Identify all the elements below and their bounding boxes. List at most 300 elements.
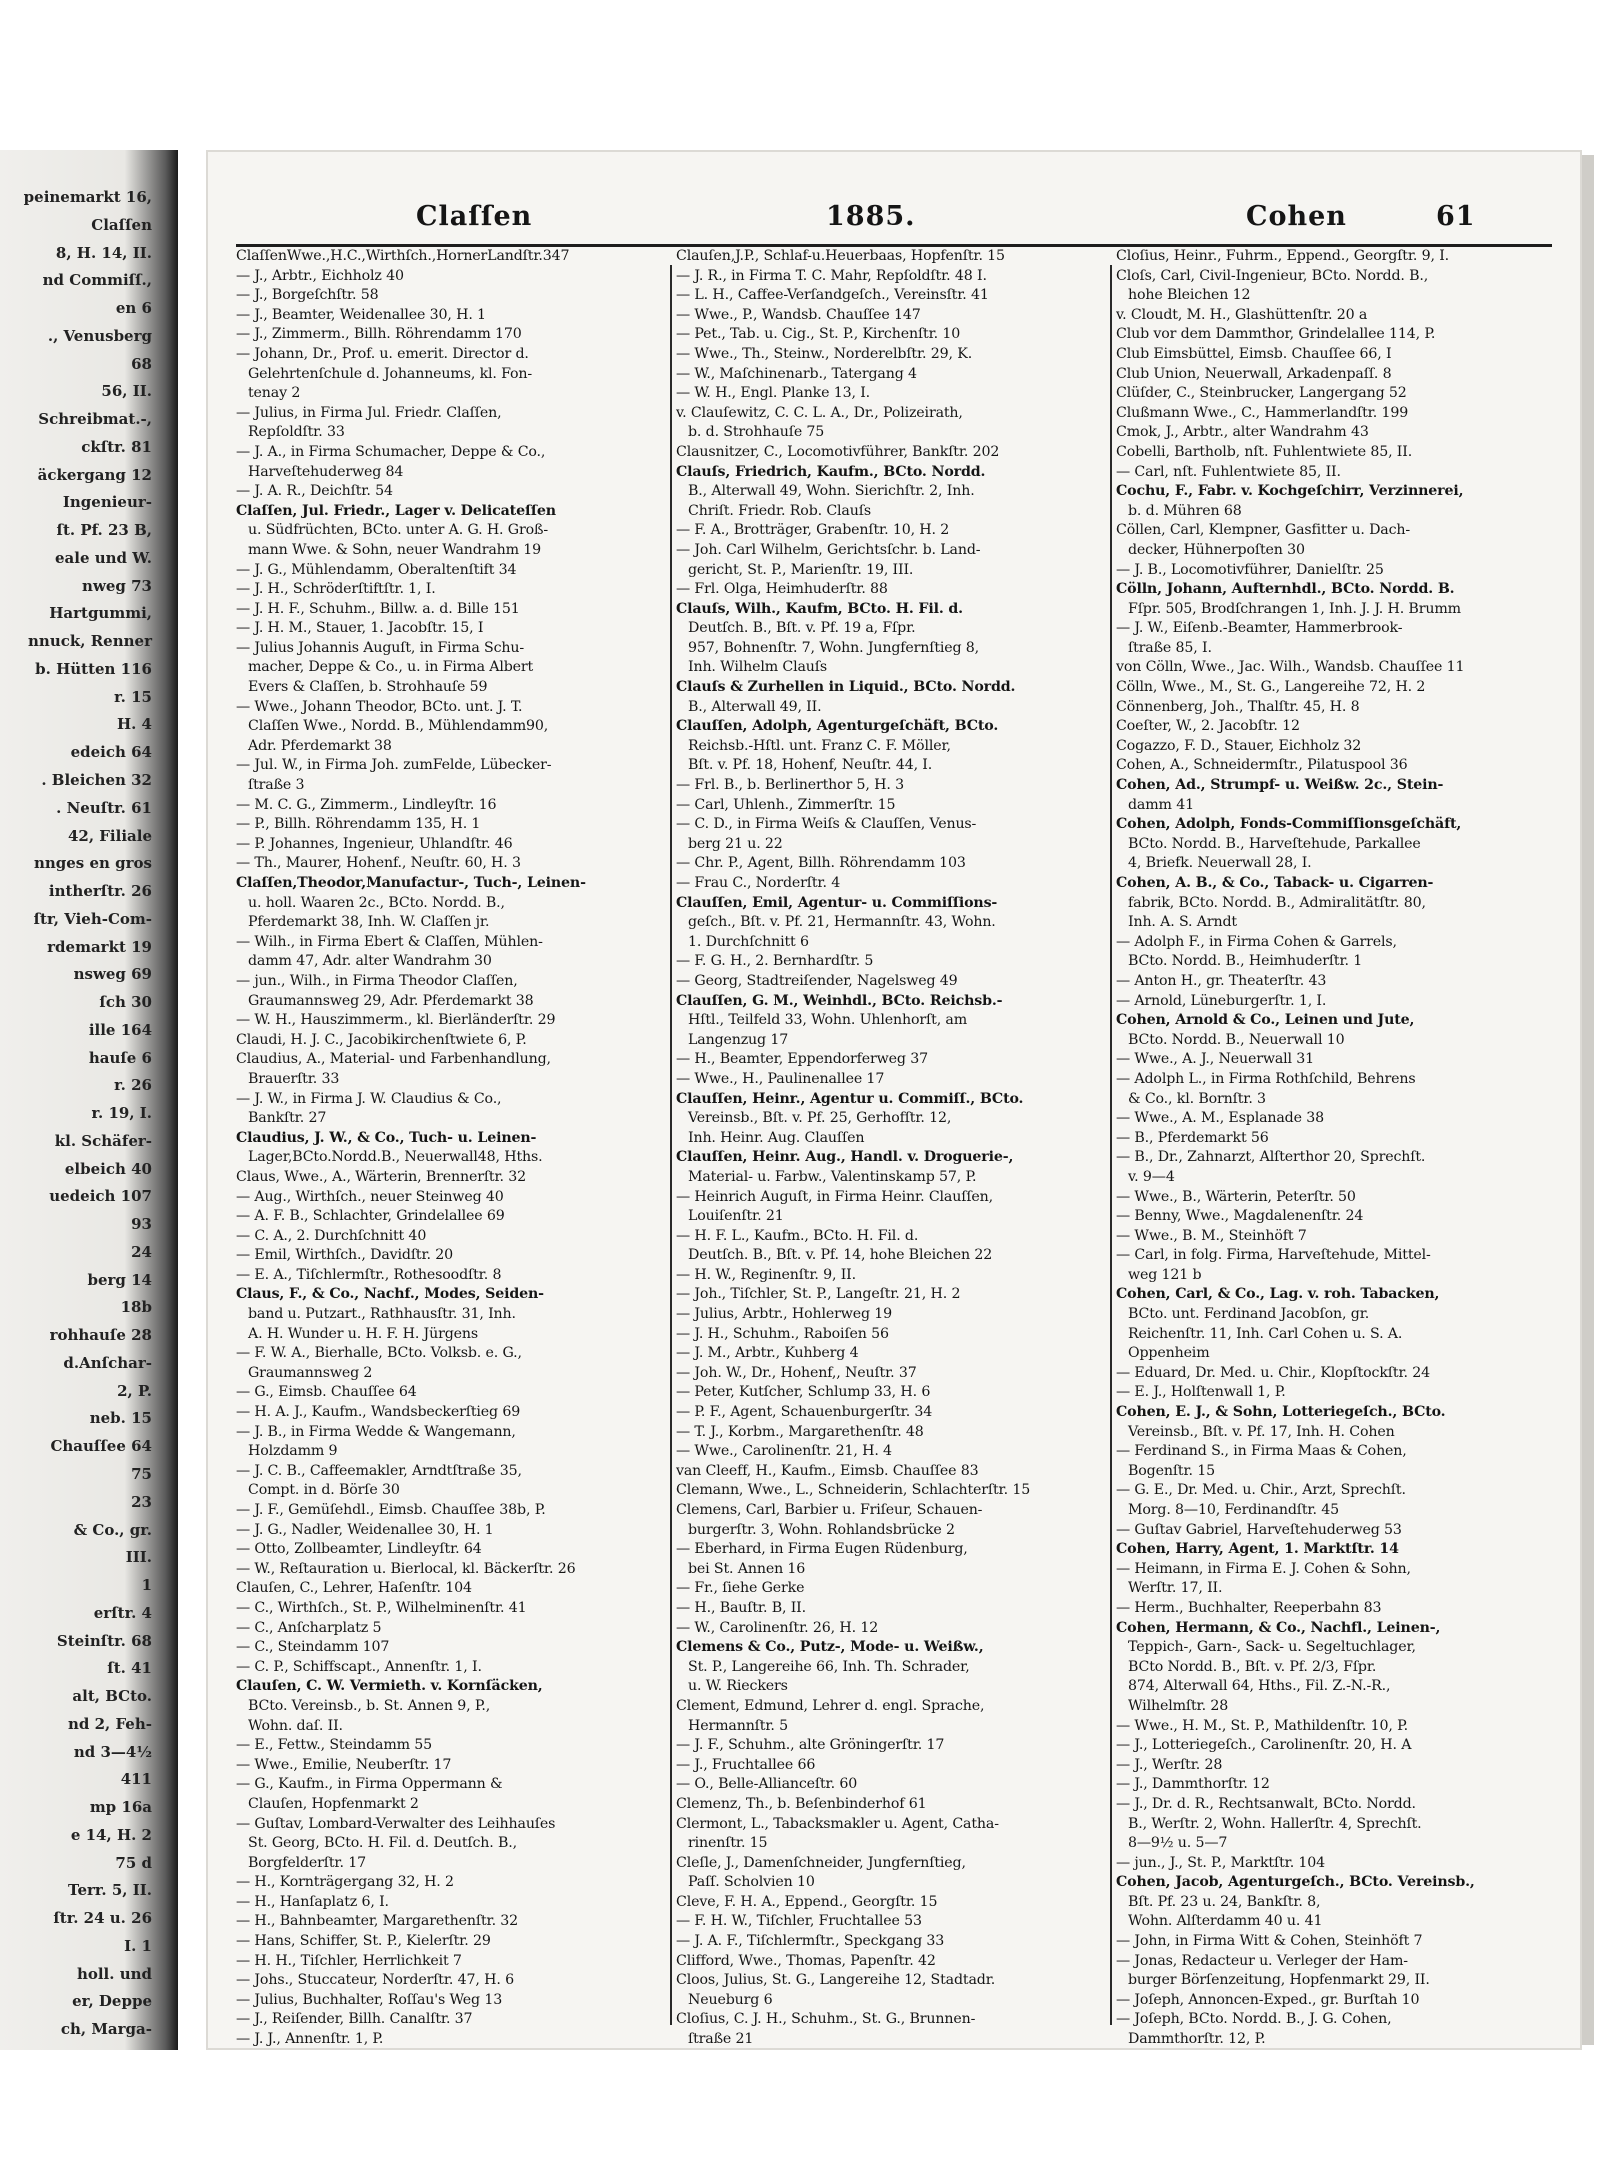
directory-entry: — jun., Wilh., in Firma Theodor Claſſen, bbox=[236, 972, 518, 989]
directory-entry: Lager,BCto.Nordd.B., Neuerwall48, Hths. bbox=[248, 1149, 543, 1166]
previous-page-fragment: 56, II. bbox=[101, 382, 152, 401]
directory-entry: — W. H., Engl. Planke 13, I. bbox=[676, 385, 871, 402]
directory-entry: — J. C. B., Caffeemakler, Arndtſtraße 35, bbox=[236, 1462, 522, 1479]
directory-entry: — Otto, Zollbeamter, Lindleyſtr. 64 bbox=[236, 1541, 482, 1558]
previous-page-fragment: r. 19, I. bbox=[91, 1104, 152, 1123]
directory-entry: — J. G., Mühlendamm, Oberaltenſtift 34 bbox=[236, 561, 517, 578]
directory-page bbox=[206, 150, 1582, 2050]
directory-entry: Bſt. v. Pf. 18, Hohenf, Neuſtr. 44, I. bbox=[688, 757, 933, 774]
column-separator bbox=[1110, 265, 1112, 2025]
directory-entry: — B., Pferdemarkt 56 bbox=[1116, 1129, 1269, 1146]
previous-page-fragment: . Bleichen 32 bbox=[41, 770, 152, 789]
directory-entry: — Fr., ſiehe Gerke bbox=[676, 1580, 805, 1597]
directory-entry: von Cölln, Wwe., Jac. Wilh., Wandsb. Chauſſee 11 bbox=[1116, 659, 1465, 676]
directory-entry: — Carl, Uhlenh., Zimmerſtr. 15 bbox=[676, 796, 896, 813]
previous-page-fragment: ſtr, Vieh-Com- bbox=[33, 909, 152, 928]
directory-entry: — jun., J., St. P., Marktſtr. 104 bbox=[1116, 1854, 1326, 1871]
directory-entry: Claudi, H. J. C., Jacobikirchenſtwiete 6, P. bbox=[236, 1031, 527, 1048]
directory-entry: — Heinrich Auguſt, in Firma Heinr. Clauſſen, bbox=[676, 1188, 994, 1205]
directory-entry: — H., Beamter, Eppendorferweg 37 bbox=[676, 1051, 928, 1068]
directory-entry: — F. W. A., Bierhalle, BCto. Volksb. e. G., bbox=[236, 1345, 522, 1362]
directory-entry: — C., Anſcharplatz 5 bbox=[236, 1619, 382, 1636]
directory-entry: — Wwe., Th., Steinw., Norderelbſtr. 29, K. bbox=[676, 345, 973, 362]
directory-entry: — Adolph L., in Firma Rothſchild, Behrens bbox=[1116, 1070, 1416, 1087]
previous-page-fragment: & Co., gr. bbox=[73, 1520, 152, 1539]
previous-page-fragment: Ingenieur- bbox=[62, 493, 152, 512]
directory-entry: — J. G., Nadler, Weidenallee 30, H. 1 bbox=[236, 1521, 494, 1538]
column-separator bbox=[670, 265, 672, 2025]
column-1 bbox=[236, 247, 666, 2048]
directory-entry: — J., Arbtr., Eichholz 40 bbox=[236, 267, 404, 284]
directory-entry: burger Börſenzeitung, Hopfenmarkt 29, II. bbox=[1128, 1972, 1430, 1989]
directory-entry: A. H. Wunder u. H. F. H. Jürgens bbox=[248, 1325, 479, 1342]
directory-entry: tenay 2 bbox=[248, 385, 301, 402]
directory-entry: — Jonas, Redacteur u. Verleger der Ham- bbox=[1116, 1952, 1408, 1969]
directory-entry: — J. A. F., Tiſchlermſtr., Speckgang 33 bbox=[676, 1933, 945, 1950]
directory-entry: — Julius, Arbtr., Hohlerweg 19 bbox=[676, 1306, 893, 1323]
directory-entry: Cohen, Arnold & Co., Leinen und Jute, bbox=[1116, 1012, 1415, 1029]
directory-entry: — J., Fruchtallee 66 bbox=[676, 1756, 816, 1773]
directory-entry: — J., Werſtr. 28 bbox=[1116, 1756, 1223, 1773]
directory-entry: Cogazzo, F. D., Stauer, Eichholz 32 bbox=[1116, 737, 1362, 754]
directory-entry: b. d. Strohhauſe 75 bbox=[688, 424, 825, 441]
directory-entry: — Joh. Carl Wilhelm, Gerichtsſchr. b. Land- bbox=[676, 541, 981, 558]
previous-page-fragment: uedeich 107 bbox=[49, 1187, 152, 1206]
previous-page-fragment: äckergang 12 bbox=[37, 465, 152, 484]
directory-entry: — Chr. P., Agent, Billh. Röhrendamm 103 bbox=[676, 855, 966, 872]
directory-entry: Morg. 8—10, Ferdinandſtr. 45 bbox=[1128, 1502, 1339, 1518]
directory-entry: Cohen, E. J., & Sohn, Lotteriegeſch., BCto. bbox=[1116, 1404, 1446, 1421]
running-head-right: Cohen bbox=[1246, 201, 1347, 232]
directory-entry: — Joſeph, Annoncen-Exped., gr. Burſtah 10 bbox=[1116, 1991, 1420, 2008]
directory-entry: — Wwe., H., Paulinenallee 17 bbox=[676, 1070, 885, 1087]
directory-entry: Wohn. Alſterdamm 40 u. 41 bbox=[1128, 1913, 1323, 1930]
directory-entry: Fſpr. 505, Brodſchrangen 1, Inh. J. J. H. Brumm bbox=[1128, 600, 1461, 617]
directory-entry: — L. H., Caffee-Verſandgeſch., Vereinsſtr. 41 bbox=[676, 287, 989, 304]
previous-page-fragment: Steinſtr. 68 bbox=[56, 1631, 152, 1650]
directory-entry: — W., Reſtauration u. Bierlocal, kl. Bäckerſtr. 26 bbox=[236, 1560, 576, 1577]
directory-entry: rinenſtr. 15 bbox=[688, 1835, 768, 1852]
directory-entry: — T. J., Korbm., Margarethenſtr. 48 bbox=[676, 1423, 924, 1440]
directory-entry: St. P., Langereihe 66, Inh. Th. Schrader, bbox=[688, 1658, 970, 1675]
directory-entry: — Guſtav, Lombard-Verwalter des Leihhauſes bbox=[236, 1815, 556, 1832]
column-2 bbox=[676, 247, 1106, 2048]
directory-entry: Clement, Edmund, Lehrer d. engl. Sprache, bbox=[676, 1697, 985, 1714]
directory-entry: v. Clauſewitz, C. C. L. A., Dr., Polizeirath, bbox=[676, 404, 963, 421]
directory-entry: — Georg, Stadtreiſender, Nagelsweg 49 bbox=[676, 972, 958, 989]
previous-page-fragment: 68 bbox=[131, 354, 152, 373]
directory-entry: Clauſen,J.P., Schlaf-u.Heuerbaas, Hopfenſtr. 15 bbox=[676, 248, 1005, 264]
previous-page-fragment: nnuck, Renner bbox=[28, 632, 152, 651]
directory-entry: — C. D., in Firma Weiſs & Clauſſen, Venus- bbox=[676, 816, 977, 833]
directory-entry: — H., Hanſaplatz 6, I. bbox=[236, 1893, 389, 1910]
directory-entry: St. Georg, BCto. H. Fil. d. Deutſch. B., bbox=[248, 1835, 517, 1852]
directory-entry: ſtraße 21 bbox=[688, 2031, 754, 2048]
directory-entry: Clifford, Wwe., Thomas, Papenſtr. 42 bbox=[676, 1952, 936, 1969]
previous-page-fragment: 23 bbox=[131, 1492, 152, 1511]
directory-entry: Cohen, Adolph, Fonds-Commiſſionsgeſchäft, bbox=[1116, 816, 1462, 833]
directory-entry: Hſtl., Teilfeld 33, Wohn. Uhlenhorſt, am bbox=[688, 1012, 968, 1029]
previous-page-fragment: 1 bbox=[141, 1576, 152, 1595]
directory-entry: — W., Maſchinenarb., Tatergang 4 bbox=[676, 365, 917, 382]
directory-entry: ſtraße 85, I. bbox=[1128, 639, 1212, 656]
directory-entry: — J. H. M., Stauer, 1. Jacobſtr. 15, I bbox=[236, 620, 484, 637]
directory-entry: Cloſius, C. J. H., Schuhm., St. G., Brunnen- bbox=[676, 2011, 976, 2028]
directory-entry: — Julius Johannis Auguſt, in Firma Schu- bbox=[236, 639, 525, 656]
directory-entry: — Jul. W., in Firma Joh. zumFelde, Lübecker- bbox=[236, 757, 552, 774]
previous-page-fragment: 18b bbox=[120, 1298, 152, 1317]
directory-entry: Harveſtehuderweg 84 bbox=[248, 463, 404, 480]
directory-entry: — J. F., Schuhm., alte Gröningerſtr. 17 bbox=[676, 1737, 945, 1754]
directory-entry: gericht, St. P., Marienſtr. 19, III. bbox=[688, 561, 914, 578]
directory-entry: Vereinsb., Bſt. v. Pf. 17, Inh. H. Cohen bbox=[1128, 1423, 1395, 1440]
directory-entry: Clemens, Carl, Barbier u. Friſeur, Schauen- bbox=[676, 1502, 983, 1518]
directory-entry: — Johs., Stuccateur, Norderſtr. 47, H. 6 bbox=[236, 1972, 514, 1989]
previous-page-fragment: intherſtr. 26 bbox=[48, 882, 152, 901]
previous-page-fragment: hauſe 6 bbox=[88, 1048, 152, 1067]
directory-entry: — J. H. F., Schuhm., Billw. a. d. Bille 151 bbox=[236, 600, 520, 617]
directory-entry: Cönnenberg, Joh., Thalſtr. 45, H. 8 bbox=[1116, 698, 1360, 715]
directory-entry: Brauerſtr. 33 bbox=[248, 1070, 340, 1087]
directory-entry: Graumannsweg 29, Adr. Pferdemarkt 38 bbox=[248, 992, 534, 1009]
directory-entry: Borgfelderſtr. 17 bbox=[248, 1854, 366, 1871]
directory-entry: — J. R., in Firma T. C. Mahr, Repſoldſtr. 48 I. bbox=[676, 267, 987, 284]
directory-entry: — Benny, Wwe., Magdalenenſtr. 24 bbox=[1116, 1208, 1364, 1225]
directory-entry: — O., Belle-Allianceſtr. 60 bbox=[676, 1776, 858, 1793]
directory-entry: — C., Steindamm 107 bbox=[236, 1639, 390, 1656]
directory-entry: — J. M., Arbtr., Kuhberg 4 bbox=[676, 1345, 859, 1362]
directory-entry: — C. A., 2. Durchſchnitt 40 bbox=[236, 1227, 427, 1244]
directory-entry: Claſſen Wwe., Nordd. B., Mühlendamm90, bbox=[248, 718, 549, 735]
previous-page-fragment: edeich 64 bbox=[70, 743, 152, 762]
directory-entry: Clauſen, Hopfenmarkt 2 bbox=[248, 1795, 419, 1812]
directory-entry: Club vor dem Dammthor, Grindelallee 114, P. bbox=[1116, 326, 1436, 343]
directory-entry: — E. A., Tiſchlermſtr., Rothesoodſtr. 8 bbox=[236, 1266, 502, 1283]
previous-page-fragment: ckſtr. 81 bbox=[81, 437, 152, 456]
directory-entry: Cohen, Harry, Agent, 1. Marktſtr. 14 bbox=[1116, 1541, 1399, 1558]
directory-entry: Clauſs, Friedrich, Kaufm., BCto. Nordd. bbox=[676, 463, 986, 480]
directory-entry: — Wwe., B. M., Steinhöft 7 bbox=[1116, 1227, 1307, 1244]
directory-entry: BCto. Nordd. B., Neuerwall 10 bbox=[1128, 1031, 1345, 1048]
page-header bbox=[206, 202, 1582, 232]
directory-entry: — H., Bahnbeamter, Margarethenſtr. 32 bbox=[236, 1913, 519, 1930]
directory-entry: BCto. Nordd. B., Heimhuderſtr. 1 bbox=[1128, 953, 1363, 970]
directory-entry: Inh. Heinr. Aug. Clauſſen bbox=[688, 1129, 865, 1146]
directory-entry: — Joſeph, BCto. Nordd. B., J. G. Cohen, bbox=[1116, 2011, 1392, 2028]
directory-entry: Deutſch. B., Bſt. v. Pf. 19 a, Fſpr. bbox=[688, 620, 916, 637]
directory-entry: — C. P., Schiffscapt., Annenſtr. 1, I. bbox=[236, 1658, 482, 1675]
previous-page-fragment: berg 14 bbox=[87, 1270, 152, 1289]
directory-entry: Cleſle, J., Damenſchneider, Jungfernſtieg, bbox=[676, 1854, 966, 1871]
directory-entry: — H. A. J., Kaufm., Wandsbeckerſtieg 69 bbox=[236, 1404, 521, 1421]
directory-entry: Clemenz, Th., b. Beſenbinderhof 61 bbox=[676, 1795, 927, 1812]
directory-entry: Cmok, J., Arbtr., alter Wandrahm 43 bbox=[1116, 424, 1369, 441]
directory-entry: Vereinsb., Bſt. v. Pf. 25, Gerhofſtr. 12, bbox=[688, 1110, 952, 1127]
directory-entry: Inh. Wilhelm Clauſs bbox=[688, 659, 828, 676]
directory-entry: 1. Durchſchnitt 6 bbox=[688, 933, 809, 950]
directory-entry: Claſſen,Theodor,Manufactur-, Tuch-, Leinen- bbox=[236, 875, 586, 891]
previous-page-fragment: ſt. 41 bbox=[107, 1659, 152, 1678]
directory-entry: — J. B., in Firma Wedde & Wangemann, bbox=[236, 1423, 516, 1440]
previous-page-fragment: H. 4 bbox=[116, 715, 152, 734]
directory-entry: — Frl. B., b. Berlinerthor 5, H. 3 bbox=[676, 777, 904, 794]
directory-entry: — G., Eimsb. Chauſſee 64 bbox=[236, 1384, 417, 1401]
directory-entry: Clußmann Wwe., C., Hammerlandſtr. 199 bbox=[1116, 404, 1409, 421]
previous-page-fragment: III. bbox=[125, 1548, 152, 1567]
directory-entry: Claudius, A., Material- und Farbenhandlung, bbox=[236, 1051, 551, 1068]
previous-page-fragment: Schreibmat.-, bbox=[38, 410, 152, 429]
directory-entry: Clauſſen, Heinr., Agentur u. Commiſſ., BCto. bbox=[676, 1090, 1024, 1107]
directory-entry: — Eduard, Dr. Med. u. Chir., Klopſtockſtr. 24 bbox=[1116, 1364, 1430, 1381]
directory-entry: decker, Hühnerpoſten 30 bbox=[1128, 541, 1305, 558]
directory-entry: — J., Reiſender, Billh. Canalſtr. 37 bbox=[236, 2011, 473, 2028]
previous-page-fragment: nd Commiſſ., bbox=[42, 271, 152, 290]
running-head-year: 1885. bbox=[826, 201, 916, 232]
directory-entry: — J., Beamter, Weidenallee 30, H. 1 bbox=[236, 306, 486, 323]
directory-entry: — F. G. H., 2. Bernhardſtr. 5 bbox=[676, 953, 874, 970]
directory-entry: Bankſtr. 27 bbox=[248, 1110, 327, 1127]
directory-entry: Repſoldſtr. 33 bbox=[248, 424, 345, 441]
directory-entry: — Heimann, in Firma E. J. Cohen & Sohn, bbox=[1116, 1560, 1411, 1577]
directory-entry: — G. E., Dr. Med. u. Chir., Arzt, Sprechſt. bbox=[1116, 1482, 1406, 1499]
previous-page-fragment: er, Deppe bbox=[72, 1992, 152, 2011]
directory-entry: — C., Wirthſch., St. P., Wilhelminenſtr. 41 bbox=[236, 1599, 527, 1616]
directory-entry: Teppich-, Garn-, Sack- u. Segeltuchlager, bbox=[1128, 1639, 1416, 1656]
directory-entry: — G., Kaufm., in Firma Oppermann & bbox=[236, 1776, 503, 1793]
directory-entry: — P. Johannes, Ingenieur, Uhlandſtr. 46 bbox=[236, 835, 513, 852]
directory-entry: — Adolph F., in Firma Cohen & Garrels, bbox=[1116, 933, 1397, 950]
directory-entry: — Frl. Olga, Heimhuderſtr. 88 bbox=[676, 581, 888, 598]
directory-entry: Werſtr. 17, II. bbox=[1128, 1580, 1223, 1597]
previous-page-fragment: ſtr. 24 u. 26 bbox=[53, 1909, 152, 1928]
directory-entry: Cohen, Jacob, Agenturgeſch., BCto. Vereinsb., bbox=[1116, 1874, 1475, 1891]
previous-page-fragment: ille 164 bbox=[88, 1020, 152, 1039]
directory-entry: — Wwe., H. M., St. P., Mathildenſtr. 10, P. bbox=[1116, 1717, 1408, 1734]
directory-entry: — A. F. B., Schlachter, Grindelallee 69 bbox=[236, 1208, 505, 1225]
directory-entry: Clermont, L., Tabacksmakler u. Agent, Catha- bbox=[676, 1815, 999, 1832]
directory-entry: — E. J., Holſtenwall 1, P. bbox=[1116, 1384, 1286, 1401]
previous-page-fragment: e 14, H. 2 bbox=[70, 1825, 152, 1844]
directory-entry: — J. H., Schuhm., Raboiſen 56 bbox=[676, 1325, 889, 1342]
directory-entry: Pferdemarkt 38, Inh. W. Claſſen jr. bbox=[248, 914, 490, 931]
directory-entry: Claudius, J. W., & Co., Tuch- u. Leinen- bbox=[236, 1129, 537, 1146]
directory-entry: Cölln, Wwe., M., St. G., Langereihe 72, H. 2 bbox=[1116, 679, 1426, 696]
previous-page-fragment: ſt. Pf. 23 B, bbox=[56, 521, 152, 540]
previous-page-fragment: Claſſen bbox=[91, 215, 152, 234]
directory-entry: Hermannſtr. 5 bbox=[688, 1717, 789, 1734]
previous-page-fragment: nd 3—4½ bbox=[73, 1742, 152, 1761]
directory-entry: bei St. Annen 16 bbox=[688, 1560, 806, 1577]
directory-entry: — H. F. L., Kaufm., BCto. H. Fil. d. bbox=[676, 1227, 919, 1244]
directory-entry: Wohn. daſ. II. bbox=[248, 1717, 343, 1734]
directory-entry: Compt. in d. Börſe 30 bbox=[248, 1482, 400, 1499]
previous-page-fragment: rohhauſe 28 bbox=[49, 1326, 152, 1345]
directory-entry: Clauſſen, Heinr. Aug., Handl. v. Droguerie-, bbox=[676, 1149, 1014, 1166]
directory-entry: — Guſtav Gabriel, Harveſtehuderweg 53 bbox=[1116, 1521, 1402, 1538]
directory-entry: Oppenheim bbox=[1128, 1345, 1210, 1362]
directory-entry: — F. H. W., Tiſchler, Fruchtallee 53 bbox=[676, 1913, 922, 1930]
previous-page-fragment: nd 2, Feh- bbox=[67, 1714, 152, 1733]
directory-entry: B., Werſtr. 2, Wohn. Hallerſtr. 4, Sprechſt. bbox=[1128, 1815, 1422, 1832]
directory-entry: — J., Lotteriegeſch., Carolinenſtr. 20, H. A bbox=[1116, 1737, 1412, 1754]
previous-page-fragment: erſtr. 4 bbox=[93, 1603, 152, 1622]
directory-entry: Claus, Wwe., A., Wärterin, Brennerſtr. 32 bbox=[236, 1168, 527, 1185]
directory-entry: v. Cloudt, M. H., Glashüttenſtr. 20 a bbox=[1116, 306, 1368, 323]
directory-entry: — J. H., Schröderſtiftſtr. 1, I. bbox=[236, 581, 436, 598]
directory-entry: — Ferdinand S., in Firma Maas & Cohen, bbox=[1116, 1443, 1407, 1460]
directory-entry: Clauſen, C. W. Vermieth. v. Kornſäcken, bbox=[236, 1678, 543, 1695]
directory-entry: Cobelli, Bartholb, nſt. Fuhlentwiete 85, II. bbox=[1116, 443, 1413, 460]
directory-entry: Holzdamm 9 bbox=[248, 1443, 338, 1460]
directory-entry: — E., Fettw., Steindamm 55 bbox=[236, 1737, 433, 1754]
directory-entry: — J., Dr. d. R., Rechtsanwalt, BCto. Nordd. bbox=[1116, 1795, 1416, 1812]
directory-entry: — Wilh., in Firma Ebert & Claſſen, Mühlen- bbox=[236, 933, 543, 950]
directory-entry: 8—9½ u. 5—7 bbox=[1128, 1835, 1228, 1852]
directory-entry: — H. H., Tiſchler, Herrlichkeit 7 bbox=[236, 1952, 462, 1969]
previous-page-fragment: en 6 bbox=[115, 299, 152, 318]
directory-entry: Neueburg 6 bbox=[688, 1991, 773, 2008]
directory-entry: Gelehrtenſchule d. Johanneums, kl. Fon- bbox=[248, 365, 533, 382]
previous-page-fragment: ſch 30 bbox=[99, 993, 152, 1012]
directory-entry: — F. A., Brotträger, Grabenſtr. 10, H. 2 bbox=[676, 522, 950, 539]
directory-entry: — W. H., Hauszimmerm., kl. Bierländerſtr. 29 bbox=[236, 1012, 556, 1029]
previous-page-fragment: . Neuſtr. 61 bbox=[56, 798, 152, 817]
column-3 bbox=[1116, 247, 1546, 2048]
directory-entry: Coeſter, W., 2. Jacobſtr. 12 bbox=[1116, 718, 1300, 735]
directory-entry: Dammthorſtr. 12, P. bbox=[1128, 2031, 1266, 2048]
previous-page-fragment: b. Hütten 116 bbox=[35, 659, 152, 678]
directory-entry: — John, in Firma Witt & Cohen, Steinhöft 7 bbox=[1116, 1933, 1423, 1950]
directory-entry: Paſſ. Scholvien 10 bbox=[688, 1874, 815, 1891]
directory-entry: Cloos, Julius, St. G., Langereihe 12, Stadtadr. bbox=[676, 1972, 996, 1989]
directory-entry: — H. W., Reginenſtr. 9, II. bbox=[676, 1266, 856, 1283]
directory-entry: Cloſs, Carl, Civil-Ingenieur, BCto. Nordd. B., bbox=[1116, 267, 1429, 284]
directory-entry: Cohen, A., Schneidermſtr., Pilatuspool 36 bbox=[1116, 757, 1408, 774]
directory-entry: — B., Dr., Zahnarzt, Alſterthor 20, Sprechſt. bbox=[1116, 1149, 1426, 1166]
directory-entry: weg 121 b bbox=[1128, 1266, 1202, 1283]
directory-entry: Cochu, F., Fabr. v. Kochgeſchirr, Verzinnerei, bbox=[1116, 483, 1464, 500]
directory-entry: — Julius, Buchhalter, Roſſau's Weg 13 bbox=[236, 1991, 503, 2008]
directory-entry: u. Südfrüchten, BCto. unter A. G. H. Groß- bbox=[248, 522, 548, 539]
directory-entry: b. d. Mühren 68 bbox=[1128, 502, 1242, 519]
directory-entry: BCto. unt. Ferdinand Jacobſon, gr. bbox=[1128, 1306, 1370, 1323]
directory-entry: geſch., Bſt. v. Pf. 21, Hermannſtr. 43, Wohn. bbox=[688, 914, 996, 931]
directory-entry: Chriſt. Friedr. Rob. Clauſs bbox=[688, 502, 871, 519]
page-number: 61 bbox=[1436, 201, 1476, 232]
previous-page-fragment: eale und W. bbox=[55, 548, 152, 567]
directory-entry: Clauſen, C., Lehrer, Haſenſtr. 104 bbox=[236, 1580, 472, 1597]
directory-entry: — Joh. W., Dr., Hohenf,, Neuſtr. 37 bbox=[676, 1364, 917, 1381]
directory-entry: macher, Deppe & Co., u. in Firma Albert bbox=[248, 659, 534, 676]
directory-entry: — H., Kornträgergang 32, H. 2 bbox=[236, 1874, 454, 1891]
directory-entry: Club Eimsbüttel, Eimsb. Chauſſee 66, I bbox=[1116, 345, 1392, 362]
directory-entry: — Julius, in Firma Jul. Friedr. Claſſen, bbox=[236, 404, 502, 421]
directory-entry: — Johann, Dr., Prof. u. emerit. Director d. bbox=[236, 345, 529, 362]
directory-entry: — J., Zimmerm., Billh. Röhrendamm 170 bbox=[236, 326, 522, 343]
previous-page-fragment: nsweg 69 bbox=[73, 965, 152, 984]
directory-entry: van Cleeff, H., Kaufm., Eimsb. Chauſſee 83 bbox=[676, 1462, 979, 1479]
previous-page-fragment: nweg 73 bbox=[82, 576, 152, 595]
directory-entry: Claſſen, Jul. Friedr., Lager v. Delicateſſen bbox=[236, 502, 556, 519]
directory-entry: fabrik, BCto. Nordd. B., Admiralitätſtr. 80, bbox=[1128, 894, 1426, 911]
directory-entry: — Th., Maurer, Hohenf., Neuſtr. 60, H. 3 bbox=[236, 855, 521, 872]
directory-entry: damm 41 bbox=[1128, 796, 1194, 813]
directory-entry: — Anton H., gr. Theaterſtr. 43 bbox=[1116, 972, 1327, 989]
directory-entry: BCto. Nordd. B., Harveſtehude, Parkallee bbox=[1128, 835, 1421, 852]
directory-entry: u. holl. Waaren 2c., BCto. Nordd. B., bbox=[248, 894, 505, 911]
previous-page-fragment: ., Venusberg bbox=[47, 326, 152, 345]
directory-entry: Clauſs, Wilh., Kaufm, BCto. H. Fil. d. bbox=[676, 600, 963, 617]
previous-page-fragment: rdemarkt 19 bbox=[47, 937, 152, 956]
directory-entry: — J. J., Annenſtr. 1, P. bbox=[236, 2031, 384, 2048]
directory-entry: — Wwe., A. M., Esplanade 38 bbox=[1116, 1110, 1324, 1127]
previous-page-fragment: d.Anſchar- bbox=[63, 1353, 152, 1372]
directory-entry: — Hans, Schiffer, St. P., Kielerſtr. 29 bbox=[236, 1933, 491, 1950]
directory-entry: Reichenſtr. 11, Inh. Carl Cohen u. S. A. bbox=[1128, 1325, 1403, 1342]
directory-entry: & Co., kl. Bornſtr. 3 bbox=[1128, 1090, 1266, 1107]
directory-entry: — H., Bauſtr. B, II. bbox=[676, 1599, 806, 1616]
directory-entry: Langenzug 17 bbox=[688, 1031, 789, 1048]
directory-entry: Reichsb.-Hſtl. unt. Franz C. F. Möller, bbox=[688, 737, 951, 754]
directory-entry: — M. C. G., Zimmerm., Lindleyſtr. 16 bbox=[236, 796, 497, 813]
directory-entry: BCto. Vereinsb., b. St. Annen 9, P., bbox=[248, 1697, 491, 1714]
directory-entry: — Wwe., B., Wärterin, Peterſtr. 50 bbox=[1116, 1188, 1356, 1205]
directory-entry: Inh. A. S. Arndt bbox=[1128, 914, 1237, 931]
previous-page-fragment: 75 bbox=[131, 1465, 152, 1483]
previous-page-fragment: 42, Filiale bbox=[67, 826, 152, 845]
directory-entry: — P. F., Agent, Schauenburgerſtr. 34 bbox=[676, 1404, 933, 1421]
directory-entry: Deutſch. B., Bſt. v. Pf. 14, hohe Bleichen 22 bbox=[688, 1247, 993, 1264]
directory-entry: 4, Briefk. Neuerwall 28, I. bbox=[1128, 855, 1312, 872]
directory-entry: Graumannsweg 2 bbox=[248, 1364, 373, 1381]
directory-entry: Clauſſen, G. M., Weinhdl., BCto. Reichsb.- bbox=[676, 992, 1003, 1009]
directory-entry: Wilhelmſtr. 28 bbox=[1128, 1697, 1229, 1714]
previous-page-fragment: 75 d bbox=[115, 1853, 152, 1872]
previous-page-fragment: peinemarkt 16, bbox=[23, 188, 152, 206]
directory-entry: — Frau C., Norderſtr. 4 bbox=[676, 875, 841, 891]
directory-entry: — J. W., in Firma J. W. Claudius & Co., bbox=[236, 1090, 502, 1107]
previous-page-fragment: neb. 15 bbox=[89, 1409, 152, 1428]
directory-entry: — J. A. R., Deichſtr. 54 bbox=[236, 483, 393, 500]
directory-entry: — J. F., Gemüſehdl., Eimsb. Chauſſee 38b, P. bbox=[236, 1502, 546, 1518]
directory-entry: — Wwe., A. J., Neuerwall 31 bbox=[1116, 1051, 1315, 1068]
directory-entry: Evers & Claſſen, b. Strohhauſe 59 bbox=[248, 679, 488, 696]
directory-entry: Cloſius, Heinr., Fuhrm., Eppend., Georgſtr. 9, I. bbox=[1116, 248, 1450, 264]
directory-entry: — Wwe., Carolinenſtr. 21, H. 4 bbox=[676, 1443, 892, 1460]
directory-entry: Clüſder, C., Steinbrucker, Langergang 52 bbox=[1116, 385, 1407, 402]
directory-entry: — Wwe., P., Wandsb. Chauſſee 147 bbox=[676, 306, 921, 323]
directory-entry: — P., Billh. Röhrendamm 135, H. 1 bbox=[236, 816, 481, 833]
directory-entry: Clauſſen, Adolph, Agenturgeſchäft, BCto. bbox=[676, 718, 999, 735]
previous-page-fragment: 8, H. 14, II. bbox=[55, 243, 152, 262]
directory-entry: — J. W., Eiſenb.-Beamter, Hammerbrook- bbox=[1116, 620, 1403, 637]
directory-entry: v. 9—4 bbox=[1128, 1168, 1175, 1185]
directory-entry: Cölln, Johann, Aufternhdl., BCto. Nordd. B. bbox=[1116, 581, 1455, 598]
directory-entry: Clausnitzer, C., Locomotivführer, Bankſtr. 202 bbox=[676, 443, 1000, 460]
directory-entry: — Joh., Tiſchler, St. P., Langeſtr. 21, H. 2 bbox=[676, 1286, 961, 1303]
directory-entry: Cohen, A. B., & Co., Taback- u. Cigarren- bbox=[1116, 875, 1434, 891]
previous-page-fragment: Terr. 5, II. bbox=[68, 1881, 152, 1900]
directory-entry: berg 21 u. 22 bbox=[688, 835, 783, 852]
previous-page-fragment: Chauſſee 64 bbox=[50, 1437, 152, 1456]
directory-entry: Louiſenſtr. 21 bbox=[688, 1208, 784, 1225]
directory-entry: Bſt. Pf. 23 u. 24, Bankſtr. 8, bbox=[1128, 1893, 1321, 1910]
directory-entry: — J., Dammthorſtr. 12 bbox=[1116, 1776, 1270, 1793]
directory-entry: ClaſſenWwe.,H.C.,Wirthſch.,HornerLandſtr.347 bbox=[236, 248, 570, 264]
directory-entry: Cohen, Carl, & Co., Lag. v. roh. Tabacken, bbox=[1116, 1286, 1440, 1303]
previous-page-fragment: I. 1 bbox=[124, 1936, 152, 1955]
previous-page-fragment: nnges en gros bbox=[33, 854, 152, 873]
